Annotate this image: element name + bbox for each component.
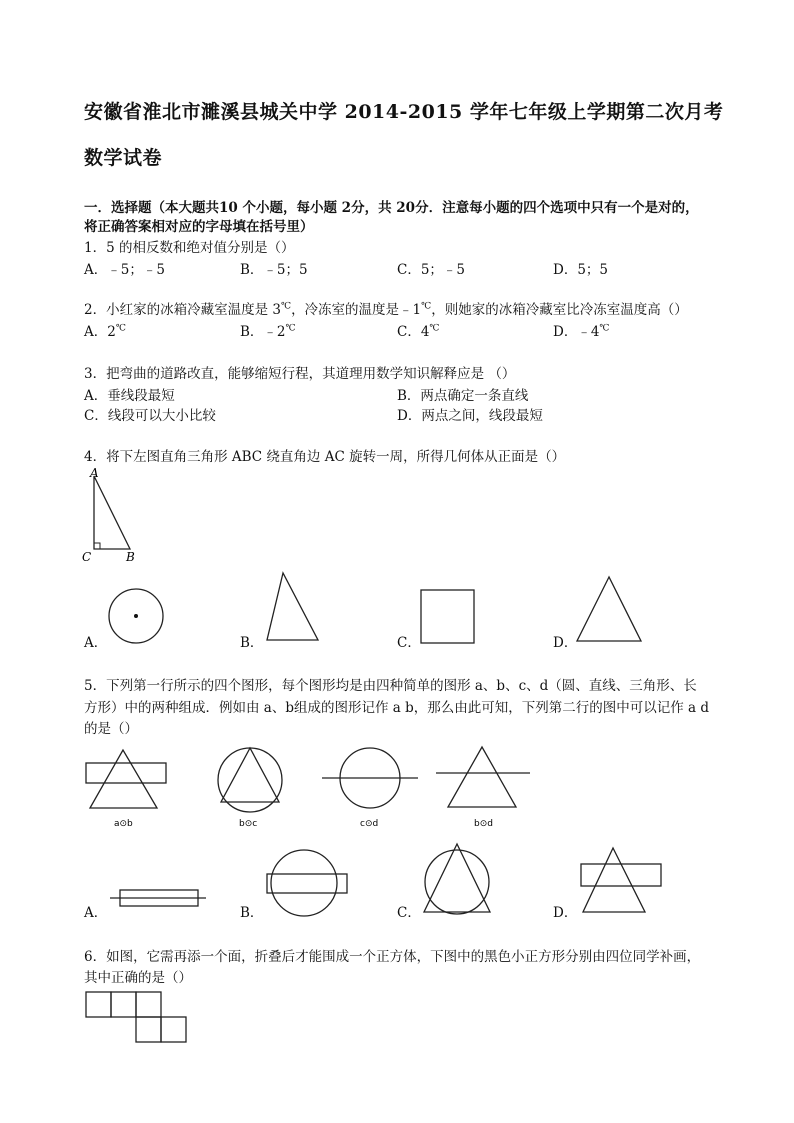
right-angle-mark	[94, 543, 100, 549]
net-square	[136, 1017, 161, 1042]
q4-option-b-triangle-figure	[263, 570, 323, 645]
q3-option-b: B．两点确定一条直线	[397, 388, 529, 404]
triangle-shape	[448, 747, 516, 807]
q4-option-d-triangle-figure	[575, 575, 645, 645]
q4-option-a-circle-figure	[107, 587, 165, 645]
q1-option-a: A．﹣5；﹣5	[84, 262, 165, 278]
q5-option-b-figure	[262, 848, 352, 918]
circle-shape	[425, 850, 489, 914]
q4-stem: 4．将下左图直角三角形 ABC 绕直角边 AC 旋转一周，所得几何体从正面是（）	[84, 449, 566, 465]
q5-option-a-figure	[108, 884, 208, 914]
section-heading-line2: 将正确答案相对应的字母填在括号里）	[84, 219, 314, 235]
q2-option-d-unit: ℃	[599, 323, 610, 334]
q2-stem-part2: ，冷冻室的温度是﹣1	[291, 302, 422, 318]
q2-option-c	[397, 320, 440, 340]
isosceles-triangle	[577, 577, 641, 641]
rectangle-shape	[86, 763, 166, 783]
q5-option-c-figure	[420, 842, 495, 917]
q5-option-d: D．	[553, 905, 578, 921]
q5-row1-figure-bd	[432, 745, 532, 833]
circle-shape	[271, 850, 337, 916]
q5-stem-line3: 的是（）	[84, 721, 138, 737]
q2-option-a-text: A．2	[84, 324, 116, 340]
triangle-shape	[583, 848, 645, 912]
q4-option-c: C．	[397, 635, 421, 651]
caption-bc: b⊙c	[239, 819, 258, 829]
paper-title-line2: 数学试卷	[84, 147, 163, 169]
q2-option-b	[240, 320, 296, 340]
q5-option-b: B．	[240, 905, 264, 921]
q6-stem-line2: 其中正确的是（）	[84, 970, 192, 986]
label-a: A	[90, 466, 99, 480]
q3-option-c: C．线段可以大小比较	[84, 408, 216, 424]
section-heading-line1: 一．选择题（本大题共10 个小题，每小题 2分，共 20分．注意每小题的四个选项中只有一个是对的，	[84, 200, 699, 216]
scalene-triangle	[267, 573, 318, 640]
q2-option-b-unit: ℃	[285, 323, 296, 334]
q5-option-d-figure	[575, 846, 665, 916]
q2-stem-part3: ，则她家的冰箱冷藏室比冷冻室温度高（）	[431, 302, 688, 318]
q4-right-triangle-figure	[80, 468, 150, 568]
q5-option-a: A．	[84, 905, 108, 921]
q4-option-d: D．	[553, 635, 578, 651]
q6-cube-net-figure	[84, 990, 190, 1044]
q6-stem-line1: 6．如图，它需再添一个面，折叠后才能围成一个正方体，下图中的黑色小正方形分别由四位同学补画，	[84, 949, 701, 965]
q2-option-d	[553, 320, 610, 340]
q3-option-d: D．两点之间，线段最短	[397, 408, 543, 424]
square-shape	[421, 590, 474, 643]
triangle-shape	[424, 844, 490, 912]
q5-row1-figure-cd	[320, 745, 420, 833]
q2-option-a	[84, 320, 126, 340]
q5-option-c: C．	[397, 905, 421, 921]
caption-cd: c⊙d	[360, 819, 379, 829]
q2-option-c-unit: ℃	[429, 323, 440, 334]
caption-bd: b⊙d	[474, 819, 493, 829]
q2-stem	[84, 298, 688, 318]
rectangle-shape	[267, 874, 347, 893]
triangle-abc	[94, 476, 130, 549]
q1-option-d: D．5；5	[553, 262, 609, 278]
q4-option-c-square-figure	[419, 588, 477, 646]
caption-ab: a⊙b	[114, 819, 133, 829]
q1-option-c: C．5；﹣5	[397, 262, 466, 278]
net-square	[161, 1017, 186, 1042]
q5-stem-line2: 方形）中的两种组成．例如由 a、b组成的图形记作 a b，那么由此可知，下列第二行的图中可以记作 a d	[84, 700, 710, 716]
q1-stem: 1．5 的相反数和绝对值分别是（）	[84, 240, 295, 256]
q4-option-a: A．	[84, 635, 108, 651]
net-square	[136, 992, 161, 1017]
q5-stem-line1: 5．下列第一行所示的四个图形，每个图形均是由四种简单的图形 a、b、c、d（圆、直线、三角形、长	[84, 678, 697, 694]
net-square	[86, 992, 111, 1017]
q3-option-a: A．垂线段最短	[84, 388, 175, 404]
label-b: B	[126, 550, 135, 564]
q5-row1-figure-bc	[215, 742, 285, 833]
q2-option-d-text: D．﹣4	[553, 324, 600, 340]
triangle-shape	[90, 750, 157, 808]
q4-option-b: B．	[240, 635, 264, 651]
center-dot	[134, 614, 138, 618]
q2-stem-part1: 2．小红家的冰箱冷藏室温度是 3	[84, 302, 281, 318]
q2-option-a-unit: ℃	[115, 323, 126, 334]
q2-option-b-text: B．﹣2	[240, 324, 286, 340]
q1-option-b: B．﹣5；5	[240, 262, 308, 278]
q5-row1-figure-ab	[82, 748, 172, 833]
rectangle-shape	[581, 864, 661, 886]
net-square	[111, 992, 136, 1017]
q2-unit-1: ℃	[280, 301, 292, 312]
q3-stem: 3．把弯曲的道路改直，能够缩短行程，其道理用数学知识解释应是 （）	[84, 366, 516, 382]
paper-title-line1: 安徽省淮北市濉溪县城关中学 2014-2015 学年七年级上学期第二次月考	[84, 101, 724, 123]
q2-unit-2: ℃	[421, 301, 432, 312]
q2-option-c-text: C．4	[397, 324, 430, 340]
label-c: C	[82, 550, 92, 564]
